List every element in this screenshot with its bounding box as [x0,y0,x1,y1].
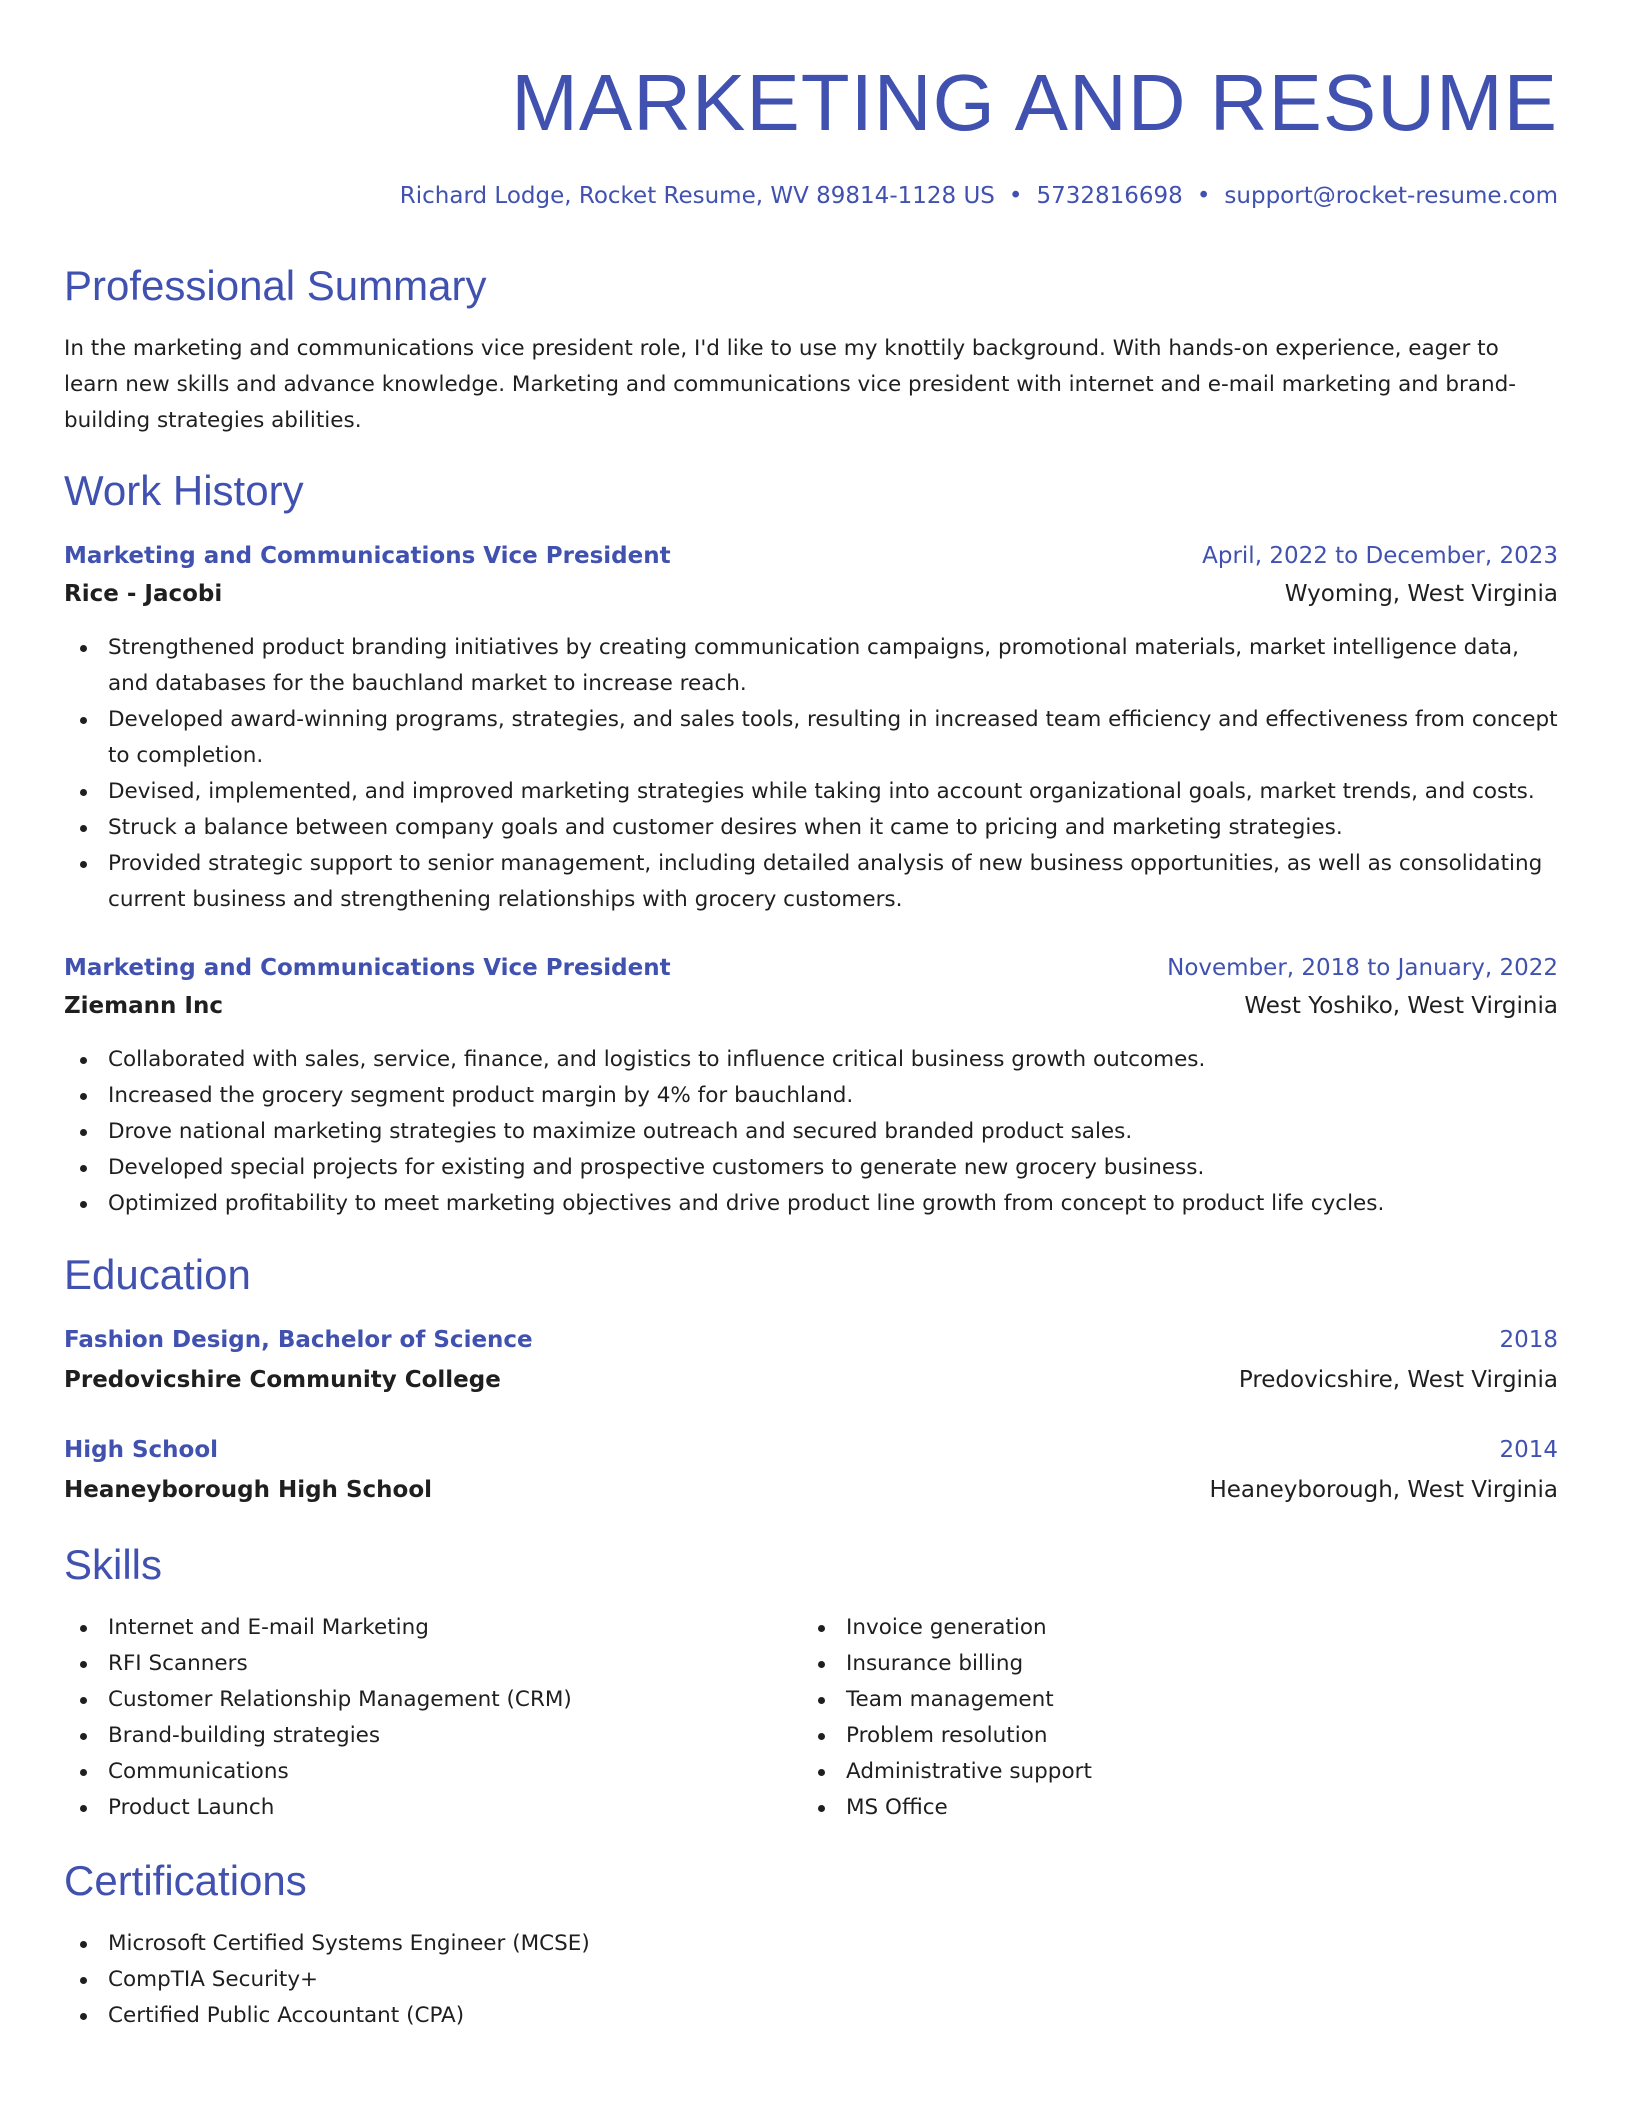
skill-item: Customer Relationship Management (CRM) [64,1682,764,1718]
summary-heading: Professional Summary [64,262,487,309]
contact-email[interactable]: support@rocket-resume.com [1224,183,1558,209]
certification-item: CompTIA Security+ [64,1962,1558,1998]
job-bullet: Increased the grocery segment product margin by 4% for bauchland. [64,1078,1558,1114]
summary-text: In the marketing and communications vice president role, I'd like to use my knottily background. With hands-on experience, eager to learn new skills and advance knowledge. Marketing and communications vice president with internet and e-mail marketing and brand-building strategies abilities. [64,336,1517,433]
education-location: Predovicshire, West Virginia [1238,1367,1558,1393]
education-school: Heaneyborough High School [64,1477,432,1503]
certification-item: Certified Public Accountant (CPA) [64,1998,1558,2034]
education-year: 2018 [1499,1327,1558,1353]
job-bullet: Developed award-winning programs, strategies, and sales tools, resulting in increased team efficiency and effectiveness from concept to completion. [64,702,1558,774]
job-dates: April, 2022 to December, 2023 [1202,543,1558,569]
job-company: Rice - Jacobi [64,581,223,607]
skill-item: Communications [64,1754,764,1790]
skill-item: Administrative support [802,1754,1502,1790]
work-history-heading: Work History [64,467,304,514]
skills-list-right [802,1610,1502,1826]
certification-item: Microsoft Certified Systems Engineer (MCSE) [64,1926,1558,1962]
skill-item: RFI Scanners [64,1646,764,1682]
certifications-heading: Certifications [64,1857,307,1904]
job-header-row [64,538,1558,574]
skill-item: Invoice generation [802,1610,1502,1646]
skill-item: MS Office [802,1790,1502,1826]
skill-item: Problem resolution [802,1718,1502,1754]
education-header-row [64,1432,1558,1468]
job-location: West Yoshiko, West Virginia [1244,993,1558,1019]
job-company-row [64,988,1558,1024]
job-bullets [64,630,1558,918]
contact-line [400,180,1558,212]
job-bullet: Strengthened product branding initiatives by creating communication campaigns, promotional materials, market intelligence data, and databases for the bauchland market to increase reach. [64,630,1558,702]
education-school-row [64,1362,1558,1398]
job-bullet: Provided strategic support to senior management, including detailed analysis of new business opportunities, as well as consolidating current business and strengthening relationships with grocery customers. [64,846,1558,918]
job-bullet: Developed special projects for existing and prospective customers to generate new grocery business. [64,1150,1558,1186]
education-degree: High School [64,1437,219,1463]
skill-item: Product Launch [64,1790,764,1826]
job-title: Marketing and Communications Vice President [64,543,671,569]
job-dates: November, 2018 to January, 2022 [1167,955,1558,981]
certifications-list [64,1926,1558,2034]
job-location: Wyoming, West Virginia [1284,581,1558,607]
education-school-row [64,1472,1558,1508]
job-company-row [64,576,1558,612]
skills-list-left [64,1610,764,1826]
job-header-row [64,950,1558,986]
education-year: 2014 [1499,1437,1558,1463]
contact-address: Richard Lodge, Rocket Resume, WV 89814-1128 US [399,183,995,209]
education-degree: Fashion Design, Bachelor of Science [64,1327,533,1353]
skill-item: Internet and E-mail Marketing [64,1610,764,1646]
job-bullet: Collaborated with sales, service, finance, and logistics to influence critical business growth outcomes. [64,1042,1558,1078]
skill-item: Insurance billing [802,1646,1502,1682]
contact-phone: 5732816698 [1036,183,1183,209]
skill-item: Brand-building strategies [64,1718,764,1754]
contact-separator: • [1008,183,1023,209]
education-header-row [64,1322,1558,1358]
education-heading: Education [64,1251,251,1298]
job-bullets [64,1042,1558,1222]
education-school: Predovicshire Community College [64,1367,501,1393]
job-title: Marketing and Communications Vice President [64,955,671,981]
resume-title: MARKETING AND RESUME [511,58,1558,147]
job-bullet: Drove national marketing strategies to maximize outreach and secured branded product sales. [64,1114,1558,1150]
education-location: Heaneyborough, West Virginia [1209,1477,1558,1503]
contact-separator: • [1196,183,1211,209]
job-bullet: Devised, implemented, and improved marketing strategies while taking into account organizational goals, market trends, and costs. [64,774,1558,810]
job-bullet: Optimized profitability to meet marketing objectives and drive product line growth from concept to product life cycles. [64,1186,1558,1222]
skill-item: Team management [802,1682,1502,1718]
job-company: Ziemann Inc [64,993,223,1019]
job-bullet: Struck a balance between company goals and customer desires when it came to pricing and marketing strategies. [64,810,1558,846]
skills-heading: Skills [64,1541,163,1588]
